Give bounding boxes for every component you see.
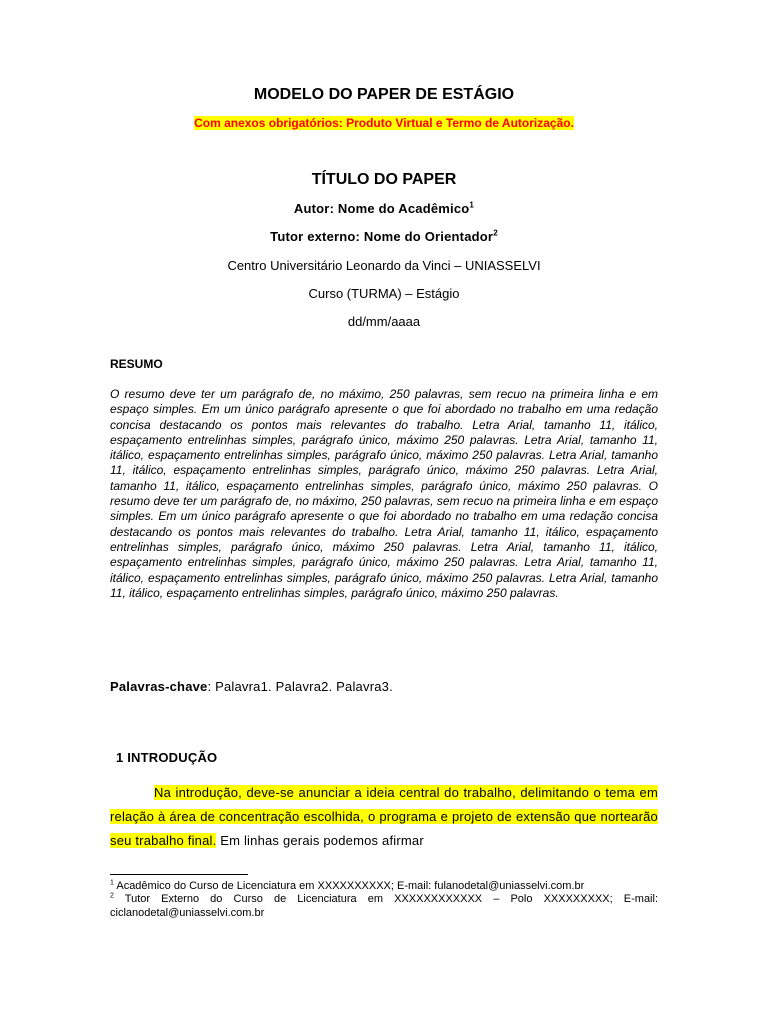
author-line [0, 201, 768, 216]
footnote-text: Acadêmico do Curso de Licenciatura em XXXXXXXXXX; E-mail: fulanodetal@uniasselvi.com.br [113, 880, 585, 892]
keywords-label: Palavras-chave [110, 679, 208, 694]
author-text: Autor: Nome do Acadêmico [293, 201, 470, 216]
subtitle-highlight: Com anexos obrigatórios: Produto Virtual e Termo de Autorização. [194, 116, 574, 130]
abstract-heading: RESUMO [110, 357, 163, 371]
document-subtitle [0, 116, 768, 130]
course: Curso (TURMA) – Estágio [308, 286, 460, 301]
footnote-marker: 2 [110, 892, 114, 900]
abstract-paragraph: O resumo deve ter um parágrafo de, no máximo, 250 palavras, sem recuo na primeira linha e em espaço simples. Em um único parágrafo apresente o que foi abordado no trabalho em uma redação concisa destacando os pontos mais relevantes do trabalho. Letra Arial, tamanho 11, itálico, espaçamento entrelinhas simples, parágrafo único, máximo 250 palavras. Letra Arial, tamanho 11, itálico, espaçamento entrelinhas simples, parágrafo único, máximo 250 palavras. Letra Arial, tamanho 11, itálico, espaçamento entrelinhas simples, parágrafo único, máximo 250 palavras. Letra Arial, tamanho 11, itálico, espaçamento entrelinhas simples, parágrafo único, máximo 250 palavras. O resumo deve ter um parágrafo de, no máximo, 250 palavras, sem recuo na primeira linha e em espaço simples. Em um único parágrafo apresente o que foi abordado no trabalho em uma redação concisa destacando os pontos mais relevantes do trabalho. Letra Arial, tamanho 11, itálico, espaçamento entrelinhas simples, parágrafo único, máximo 250 palavras. Letra Arial, tamanho 11, itálico, espaçamento entrelinhas simples, parágrafo único, máximo 250 palavras. Letra Arial, tamanho 11, itálico, espaçamento entrelinhas simples, parágrafo único, máximo 250 palavras. Letra Arial, tamanho 11, itálico, espaçamento entrelinhas simples, parágrafo único, máximo 250 palavras. [110, 387, 658, 600]
date: dd/mm/aaaa [347, 314, 421, 329]
institution: Centro Universitário Leonardo da Vinci – UNIASSELVI [227, 258, 541, 273]
tutor-text: Tutor externo: Nome do Orientador [270, 229, 494, 244]
tutor-line [0, 229, 768, 244]
footnote-separator [110, 874, 248, 875]
tutor-footnote-ref: 2 [493, 228, 498, 238]
introduction-text: Em linhas gerais podemos afirmar [216, 833, 424, 848]
introduction-heading: 1 INTRODUÇÃO [116, 750, 218, 765]
footnotes [110, 880, 658, 920]
document-title: MODELO DO PAPER DE ESTÁGIO [253, 86, 515, 103]
footnote-2 [110, 893, 658, 920]
author-footnote-ref: 1 [469, 200, 475, 210]
introduction-paragraph [110, 781, 658, 853]
keywords-line [110, 679, 393, 694]
footnote-1 [110, 880, 658, 893]
footnote-marker: 1 [110, 879, 114, 887]
footnote-text: Tutor Externo do Curso de Licenciatura em XXXXXXXXXXXX – Polo XXXXXXXXX; E-mail: ciclanodetal@uniasselvi.com.br [110, 893, 658, 919]
keywords-values: : Palavra1. Palavra2. Palavra3. [207, 679, 393, 694]
introduction-highlighted-text: Na introdução, deve-se anunciar a ideia central do trabalho, delimitando o tema em relação à área de concentração escolhida, o programa e projeto de extensão que nortearão seu trabalho final. [110, 785, 658, 848]
paper-title: TÍTULO DO PAPER [311, 171, 457, 188]
